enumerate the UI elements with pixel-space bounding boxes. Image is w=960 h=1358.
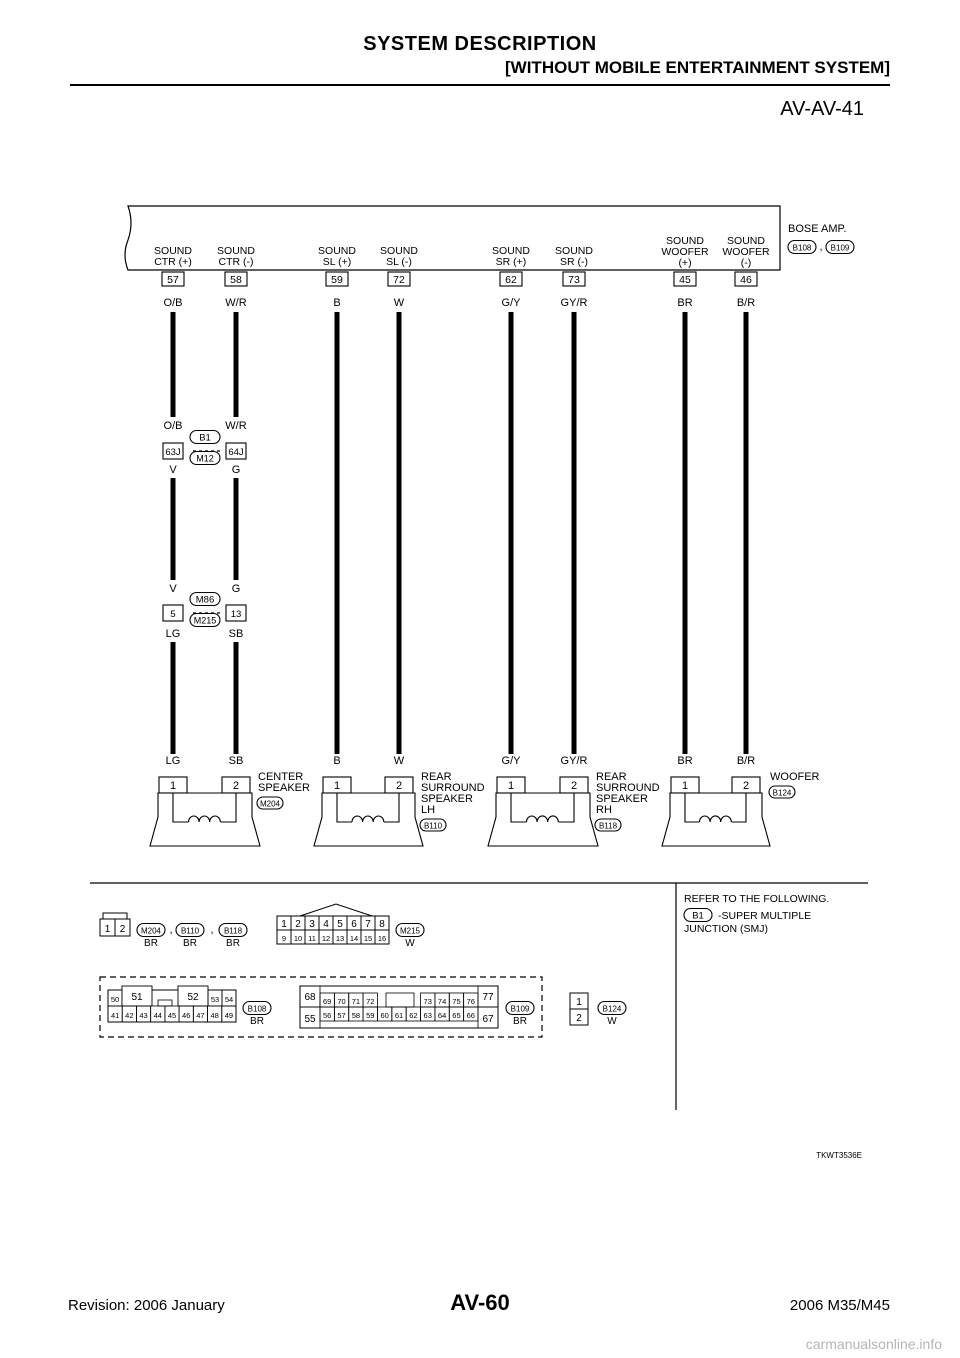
amp-terminal-label: (+): [678, 257, 692, 269]
speaker-name: SPEAKER: [258, 782, 310, 794]
connector-pin: 2: [576, 1013, 582, 1024]
connector-pin: 43: [139, 1011, 148, 1020]
connector-pin: 62: [409, 1011, 418, 1020]
connector-pin: 42: [125, 1011, 134, 1020]
connector-pin: 65: [452, 1011, 461, 1020]
connector-view-label: B118: [223, 926, 243, 936]
small-connector-tab: [103, 913, 127, 919]
connector-view-label: B109: [510, 1004, 530, 1014]
watermark: carmanualsonline.info: [805, 1336, 942, 1352]
wire: [234, 642, 239, 754]
amp-pin: 45: [679, 274, 691, 286]
connector-pin: 51: [131, 992, 143, 1003]
amp-terminal-label: CTR (+): [154, 256, 192, 268]
wire-color-label: B/R: [736, 297, 756, 309]
amp-terminal-label: SOUND: [727, 235, 765, 247]
speaker-wire-color: SB: [228, 755, 244, 767]
diagram-id: AV-AV-41: [780, 98, 864, 120]
connector-pin: 8: [379, 919, 385, 930]
junction-pin: 13: [230, 609, 242, 620]
speaker-name: REAR: [421, 771, 452, 783]
connector-view-label: B110: [180, 926, 200, 936]
amp-pin: 58: [230, 274, 242, 286]
wire-color-label: GY/R: [560, 297, 588, 309]
connector-pin: 57: [337, 1011, 346, 1020]
connector-pin: 61: [394, 1011, 404, 1020]
wire: [171, 642, 176, 754]
speaker-wire-color: B: [333, 755, 341, 767]
amp-terminal-label: SOUND: [380, 245, 418, 257]
wire: [171, 312, 176, 417]
junction-wire-color: G: [231, 583, 241, 595]
wire-color-label: O/B: [163, 297, 183, 309]
amp-terminal-label: WOOFER: [661, 246, 709, 258]
amp-pin: 46: [740, 274, 752, 286]
junction-connector: B1: [199, 432, 211, 444]
connector-pin: 2: [119, 924, 126, 935]
wire: [335, 312, 340, 754]
connector-pin: 1: [576, 997, 582, 1008]
refer-heading: REFER TO THE FOLLOWING.: [684, 893, 830, 905]
junction-connector: M86: [195, 594, 215, 606]
connector-pin: 71: [351, 997, 361, 1006]
connector-pin: 48: [210, 1011, 219, 1020]
refer-text: -SUPER MULTIPLE: [718, 910, 812, 922]
connector-pin: 7: [365, 919, 371, 930]
amp-terminal-label: WOOFER: [722, 246, 770, 258]
connector-pin: 3: [309, 919, 315, 930]
speaker-pin: 2: [742, 780, 750, 792]
amp-terminal-label: SL (+): [322, 256, 352, 268]
wire: [509, 312, 514, 754]
speaker-pin: 1: [169, 780, 177, 792]
connector-pin: 68: [304, 992, 316, 1003]
connector-pin: 45: [167, 1011, 177, 1020]
connector-view-color: BR: [226, 938, 240, 949]
speaker-wire-color: W: [393, 755, 405, 767]
connector-pin: 60: [380, 1011, 389, 1020]
speaker-name: SPEAKER: [421, 793, 473, 805]
speaker-lead: [337, 793, 352, 822]
connector-pin: 11: [308, 934, 316, 943]
speaker-body: [150, 793, 260, 846]
connector-pin: 64: [437, 1011, 447, 1020]
connector-pin: 50: [110, 995, 120, 1004]
speaker-body: [488, 793, 598, 846]
amp-pin: 73: [568, 274, 580, 286]
amp-terminal-label: SOUND: [154, 245, 192, 257]
connector-pin: 54: [224, 995, 234, 1004]
connector-pin: 59: [366, 1011, 375, 1020]
speaker-pin: 1: [333, 780, 341, 792]
connector-view-color: W: [607, 1016, 617, 1027]
connector-view-color: W: [405, 938, 415, 949]
speaker-connector: B124: [772, 788, 792, 798]
wire-color-label: G/Y: [501, 297, 521, 309]
connector-pin: 14: [349, 934, 359, 943]
wire-color-label: W: [393, 297, 405, 309]
wire: [234, 312, 239, 417]
connector-pin: 9: [281, 934, 287, 943]
junction-wire-color: V: [169, 583, 177, 595]
speaker-pin: 1: [681, 780, 689, 792]
wire-color-label: BR: [677, 297, 693, 309]
refer-connector: B1: [692, 910, 704, 922]
wire: [744, 312, 749, 754]
connector-view-label: M215: [399, 926, 421, 936]
amp-terminal-label: SOUND: [555, 245, 593, 257]
speaker-lead: [685, 793, 700, 822]
speaker-lead: [559, 793, 575, 822]
connector-pin: 67: [482, 1014, 494, 1025]
connector-pin: 55: [304, 1014, 316, 1025]
amp-pin: 57: [167, 274, 179, 286]
connector-pin: 46: [182, 1011, 191, 1020]
connector-pin: 56: [323, 1011, 332, 1020]
connector-pin: 2: [295, 919, 301, 930]
junction-wire-color: LG: [165, 628, 181, 640]
page-title: SYSTEM DESCRIPTION: [363, 33, 597, 55]
figure-code: TKWT3536E: [816, 1151, 862, 1160]
amp-terminal-label: SR (-): [560, 256, 588, 268]
connector-pin: 15: [363, 934, 373, 943]
amp-terminal-label: SOUND: [217, 245, 255, 257]
speaker-lead: [173, 793, 189, 822]
connector-view-color: BR: [250, 1016, 264, 1027]
amp-pin: 59: [331, 274, 343, 286]
speaker-name: LH: [421, 804, 436, 816]
speaker-name: CENTER: [258, 771, 304, 783]
connector-view-label: M204: [140, 926, 162, 936]
connector-pin: 13: [335, 934, 345, 943]
speaker-name: WOOFER: [770, 771, 820, 783]
speaker-lead: [221, 793, 237, 822]
junction-wire-color: V: [169, 464, 177, 476]
connector-pin: 49: [224, 1011, 234, 1020]
connector-pin: 1: [104, 924, 111, 935]
wire: [234, 478, 239, 580]
speaker-coil: [700, 816, 732, 822]
connector-pin: 1: [281, 919, 287, 930]
connector-pin: 12: [321, 934, 331, 943]
speaker-name: SURROUND: [596, 782, 660, 794]
connector-pin: 5: [337, 919, 343, 930]
connector-view-label: B108: [247, 1004, 267, 1014]
junction-wire-color: W/R: [225, 420, 247, 432]
wire-color-label: B: [333, 297, 341, 309]
wire-color-label: W/R: [225, 297, 247, 309]
speaker-coil: [352, 816, 384, 822]
connector-view-color: BR: [513, 1016, 527, 1027]
speaker-connector: B110: [423, 821, 443, 831]
amp-connector-b109: B109: [830, 243, 850, 253]
amp-terminal-label: CTR (-): [218, 256, 254, 268]
connector-view-color: BR: [144, 938, 158, 949]
amp-pin: 62: [505, 274, 517, 286]
connector-pin: 70: [337, 997, 346, 1006]
connector-pin: 63: [423, 1011, 432, 1020]
speaker-wire-color: B/R: [736, 755, 756, 767]
amp-connector-sep: ,: [819, 241, 823, 253]
amp-terminal-label: SOUND: [666, 235, 704, 247]
speaker-lead: [732, 793, 747, 822]
speaker-name: RH: [596, 804, 612, 816]
speaker-wire-color: BR: [677, 755, 693, 767]
connector-pin: 77: [482, 992, 494, 1003]
amp-terminal-label: SL (-): [386, 256, 412, 268]
connector-pin: 53: [210, 995, 220, 1004]
junction-pin: 5: [170, 609, 176, 620]
connector-pin: 73: [423, 997, 432, 1006]
connector-pin: 74: [437, 997, 447, 1006]
page-subtitle: [WITHOUT MOBILE ENTERTAINMENT SYSTEM]: [505, 58, 890, 77]
connector-pin: 4: [323, 919, 329, 930]
connector-sep: ,: [169, 924, 173, 936]
speaker-wire-color: GY/R: [560, 755, 588, 767]
connector-pin: 6: [351, 919, 357, 930]
amp-connector-b108: B108: [792, 243, 812, 253]
speaker-name: SPEAKER: [596, 793, 648, 805]
amp-terminal-label: SOUND: [492, 245, 530, 257]
connector-pin: 16: [377, 934, 387, 943]
speaker-lead: [511, 793, 527, 822]
speaker-body: [662, 793, 770, 846]
speaker-pin: 2: [395, 780, 403, 792]
connector-pin: 41: [110, 1011, 120, 1020]
connector-pin: 52: [187, 992, 199, 1003]
page-number: AV-60: [450, 1290, 510, 1315]
speaker-lead: [384, 793, 399, 822]
junction-connector: M12: [196, 453, 214, 464]
junction-wire-color: SB: [228, 628, 244, 640]
speaker-pin: 2: [232, 780, 240, 792]
wire: [171, 478, 176, 580]
amp-pin: 72: [393, 274, 405, 286]
connector-pin: 69: [323, 997, 332, 1006]
connector-pin: 72: [366, 997, 375, 1006]
speaker-wire-color: LG: [165, 755, 181, 767]
junction-connector: M215: [193, 615, 217, 626]
speaker-coil: [527, 816, 559, 822]
speaker-wire-color: G/Y: [501, 755, 521, 767]
junction-pin: 63J: [165, 447, 181, 458]
wire: [572, 312, 577, 754]
junction-pin: 64J: [228, 447, 244, 458]
m215-key: [300, 904, 372, 916]
model-text: 2006 M35/M45: [789, 1297, 890, 1314]
connector-pin: 75: [452, 997, 461, 1006]
speaker-name: REAR: [596, 771, 627, 783]
connector-pin: 47: [196, 1011, 205, 1020]
refer-text: JUNCTION (SMJ): [684, 923, 768, 935]
speaker-connector: B118: [598, 821, 618, 831]
wire: [397, 312, 402, 754]
wire: [683, 312, 688, 754]
connector-pin: 10: [293, 934, 303, 943]
connector-view-label: B124: [602, 1004, 622, 1014]
speaker-pin: 1: [507, 780, 515, 792]
speaker-name: SURROUND: [421, 782, 485, 794]
connector-pin: 58: [351, 1011, 361, 1020]
connector-sep: ,: [210, 924, 214, 936]
amp-terminal-label: (-): [740, 257, 752, 269]
connector-pin: 44: [153, 1011, 162, 1020]
speaker-pin: 2: [570, 780, 578, 792]
speaker-connector: M204: [259, 799, 281, 809]
speaker-coil: [189, 816, 221, 822]
revision-text: Revision: 2006 January: [68, 1297, 225, 1314]
speaker-body: [314, 793, 423, 846]
amp-name: BOSE AMP.: [788, 223, 847, 235]
connector-view-color: BR: [183, 938, 197, 949]
amp-terminal-label: SR (+): [495, 256, 527, 268]
amp-terminal-label: SOUND: [318, 245, 356, 257]
junction-wire-color: O/B: [163, 420, 183, 432]
connector-pin: 76: [466, 997, 475, 1006]
junction-wire-color: G: [231, 464, 241, 476]
connector-pin: 66: [466, 1011, 475, 1020]
